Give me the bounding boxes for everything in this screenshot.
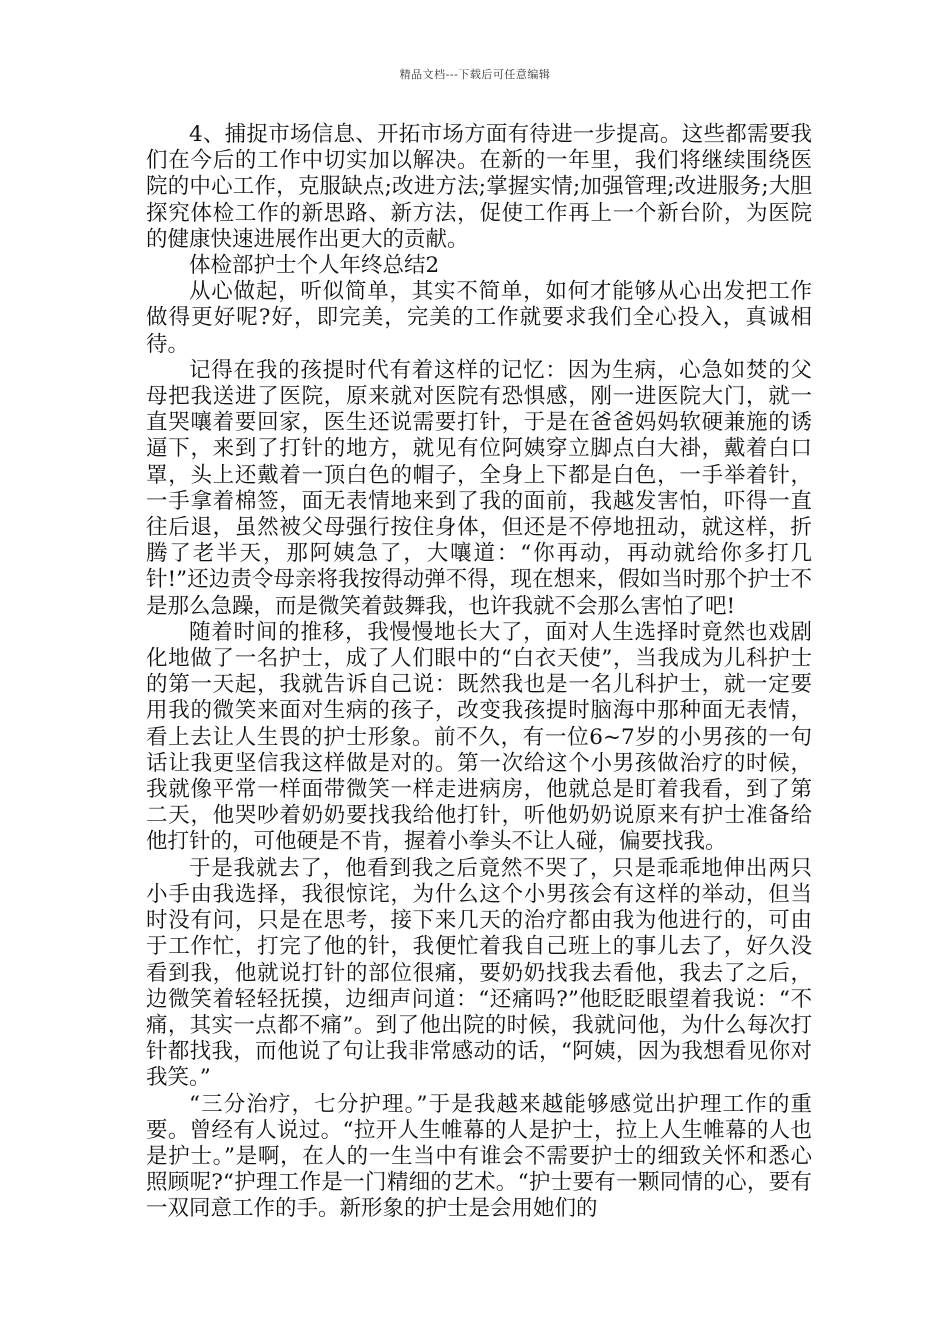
paragraph-childhood-memory: 记得在我的孩提时代有着这样的记忆：因为生病，心急如焚的父母把我送进了医院，原来就对医院有恐惧感，刚一进医院大门，就一直哭嚷着要回家，医生还说需要打针，于是在爸爸妈妈软硬兼施的诱逼下，来到了打针的地方，就见有位阿姨穿立脚点白大褂，戴着白口罩，头上还戴着一顶白色的帽子，全身上下都是白色，一手举着针，一手拿着棉签，面无表情地来到了我的面前，我越发害怕，吓得一直往后退，虽然被父母强行按住身体，但还是不停地扭动，就这样，折腾了老半天，那阿姨急了，大嚷道：“你再动，再动就给你多打几针!”还边责令母亲将我按得动弹不得，现在想来，假如当时那个护士不是那么急躁，而是微笑着鼓舞我，也许我就不会那么害怕了吧! xyxy=(146,357,812,619)
paragraph-from-heart: 从心做起，听似简单，其实不简单，如何才能够从心出发把工作做得更好呢?好，即完美，完美的工作就要求我们全心投入，真诚相待。 xyxy=(146,279,812,357)
page-header: 精品文档---下载后可任意编辑 xyxy=(399,68,551,81)
document-body xyxy=(146,122,812,1223)
section-title: 体检部护士个人年终总结2 xyxy=(189,253,440,279)
paragraph-improvement: 4、捕捉市场信息、开拓市场方面有待进一步提高。这些都需要我们在今后的工作中切实加以解决。在新的一年里，我们将继续围绕医院的中心工作，克服缺点;改进方法;掌握实情;加强管理;改进服务;大胆探究体检工作的新思路、新方法，促使工作再上一个新台阶，为医院的健康快速进展作出更大的贡献。 xyxy=(146,122,812,252)
paragraph-little-boy: 于是我就去了，他看到我之后竟然不哭了，只是乖乖地伸出两只小手由我选择，我很惊诧，为什么这个小男孩会有这样的举动，但当时没有问，只是在思考，接下来几天的治疗都由我为他进行的，可由于工作忙，打完了他的针，我便忙着我自己班上的事儿去了，好久没看到我，他就说打针的部位很痛，要奶奶找我去看他，我去了之后，边微笑着轻轻抚摸，边细声问道：“还痛吗?”他眨眨眼望着我说：“不痛，其实一点都不痛”。到了他出院的时候，我就问他，为什么每次打针都找我，而他说了句让我非常感动的话，“阿姨，因为我想看见你对我笑。” xyxy=(146,855,812,1091)
paragraph-nursing-importance: “三分治疗，七分护理。”于是我越来越能够感觉出护理工作的重要。曾经有人说过。“拉开人生帷幕的人是护士，拉上人生帷幕的人也是护士。”是啊，在人的一生当中有谁会不需要护士的细致关怀和悉心照顾呢?“护理工作是一门精细的艺术。“护士要有一颗同情的心，要有一双同意工作的手。新形象的护士是会用她们的 xyxy=(146,1091,812,1222)
paragraph-becoming-nurse: 随着时间的推移，我慢慢地长大了，面对人生选择时竟然也戏剧化地做了一名护士，成了人们眼中的“白衣天使”，当我成为儿科护士的第一天起，我就告诉自己说：既然我也是一名儿科护士，就一定要用我的微笑来面对生病的孩子，改变我孩提时脑海中那种面无表情，看上去让人生畏的护士形象。前不久，有一位6~7岁的小男孩的一句话让我更坚信我这样做是对的。第一次给这个小男孩做治疗的时候，我就像平常一样面带微笑一样走进病房，他就总是盯着我看，到了第二天，他哭吵着奶奶要找我给他打针，听他奶奶说原来有护士准备给他打针的，可他硬是不肯，握着小拳头不让人碰，偏要找我。 xyxy=(146,619,812,855)
